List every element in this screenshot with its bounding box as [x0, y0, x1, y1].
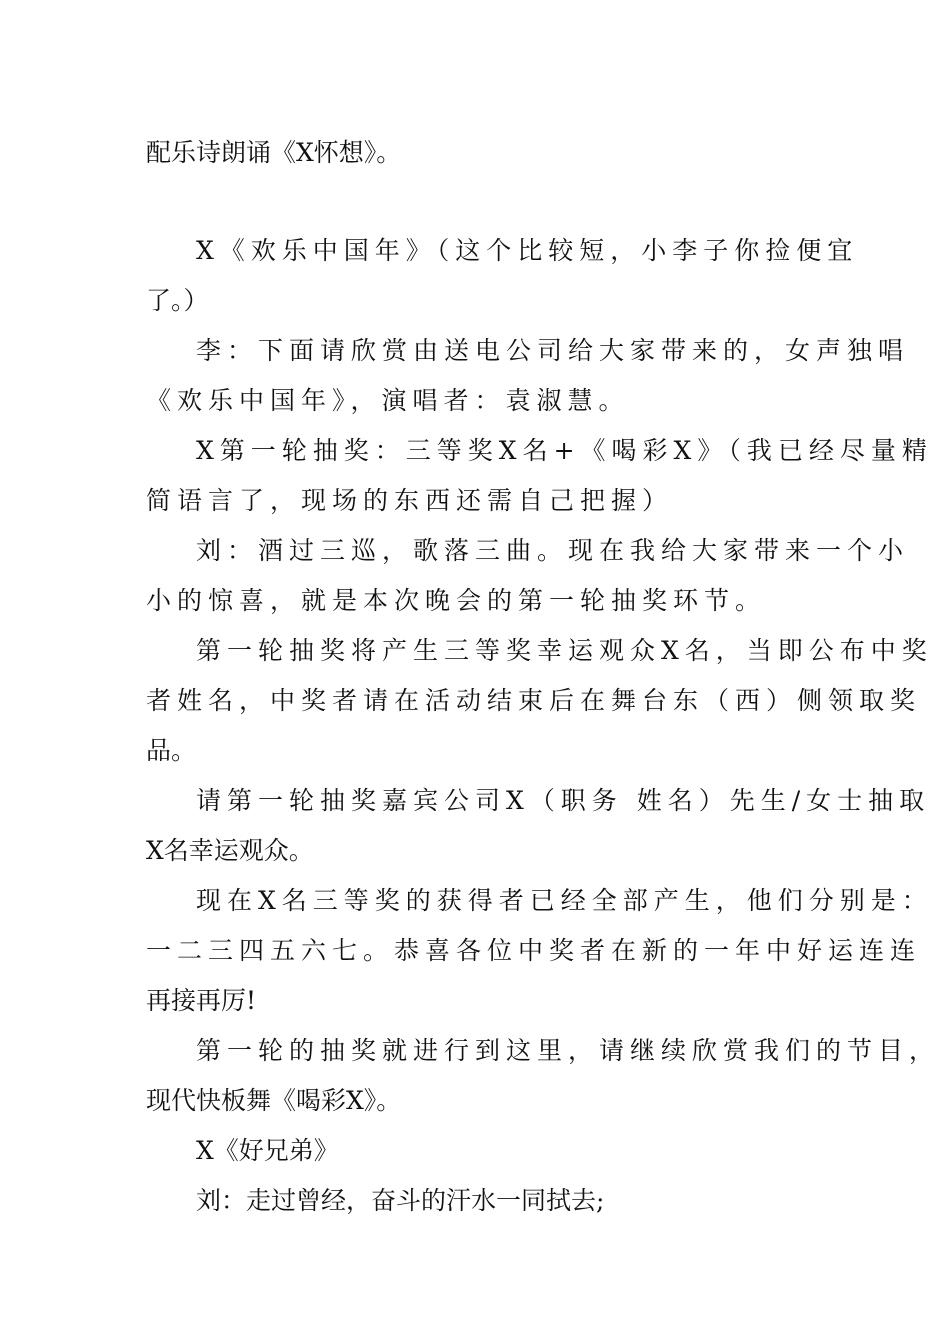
- paragraph-line: 刘：走过曾经，奋斗的汗水一同拭去;: [196, 1186, 605, 1215]
- paragraph-line: 小的惊喜，就是本次晚会的第一轮抽奖环节。: [146, 586, 767, 615]
- paragraph-line: 一二三四五六七。恭喜各位中奖者在新的一年中好运连连: [146, 936, 922, 965]
- paragraph-line: 第一轮的抽奖就进行到这里，请继续欣赏我们的节目，: [196, 1036, 941, 1065]
- paragraph-line: X《欢乐中国年》（这个比较短，小李子你捡便宜: [196, 236, 859, 265]
- paragraph-line: 李：下面请欣赏由送电公司给大家带来的，女声独唱: [196, 336, 910, 365]
- paragraph-line: 了。）: [146, 286, 209, 315]
- paragraph-line: X名幸运观众。: [146, 836, 314, 865]
- paragraph-line: 刘：酒过三巡，歌落三曲。现在我给大家带来一个小: [196, 536, 910, 565]
- paragraph-line: 品。: [146, 736, 197, 765]
- paragraph-line: 现在X名三等奖的获得者已经全部产生，他们分别是：: [196, 886, 933, 915]
- paragraph-line: X第一轮抽奖：三等奖X名+《喝彩X》（我已经尽量精: [196, 436, 933, 465]
- paragraph-line: 简语言了，现场的东西还需自己把握）: [146, 486, 674, 515]
- paragraph-line: 配乐诗朗诵《X怀想》。: [146, 138, 402, 167]
- paragraph-line: 请第一轮抽奖嘉宾公司X（职务 姓名）先生/女士抽取: [196, 786, 931, 815]
- paragraph-line: 再接再厉!: [146, 986, 257, 1015]
- paragraph-line: 第一轮抽奖将产生三等奖幸运观众X名，当即公布中奖: [196, 636, 933, 665]
- paragraph-line: 《欢乐中国年》，演唱者：袁淑慧。: [146, 386, 630, 415]
- paragraph-line: 者姓名，中奖者请在活动结束后在舞台东（西）侧领取奖: [146, 686, 922, 715]
- paragraph-line: 现代快板舞《喝彩X》。: [146, 1086, 402, 1115]
- paragraph-line: X《好兄弟》: [196, 1136, 339, 1165]
